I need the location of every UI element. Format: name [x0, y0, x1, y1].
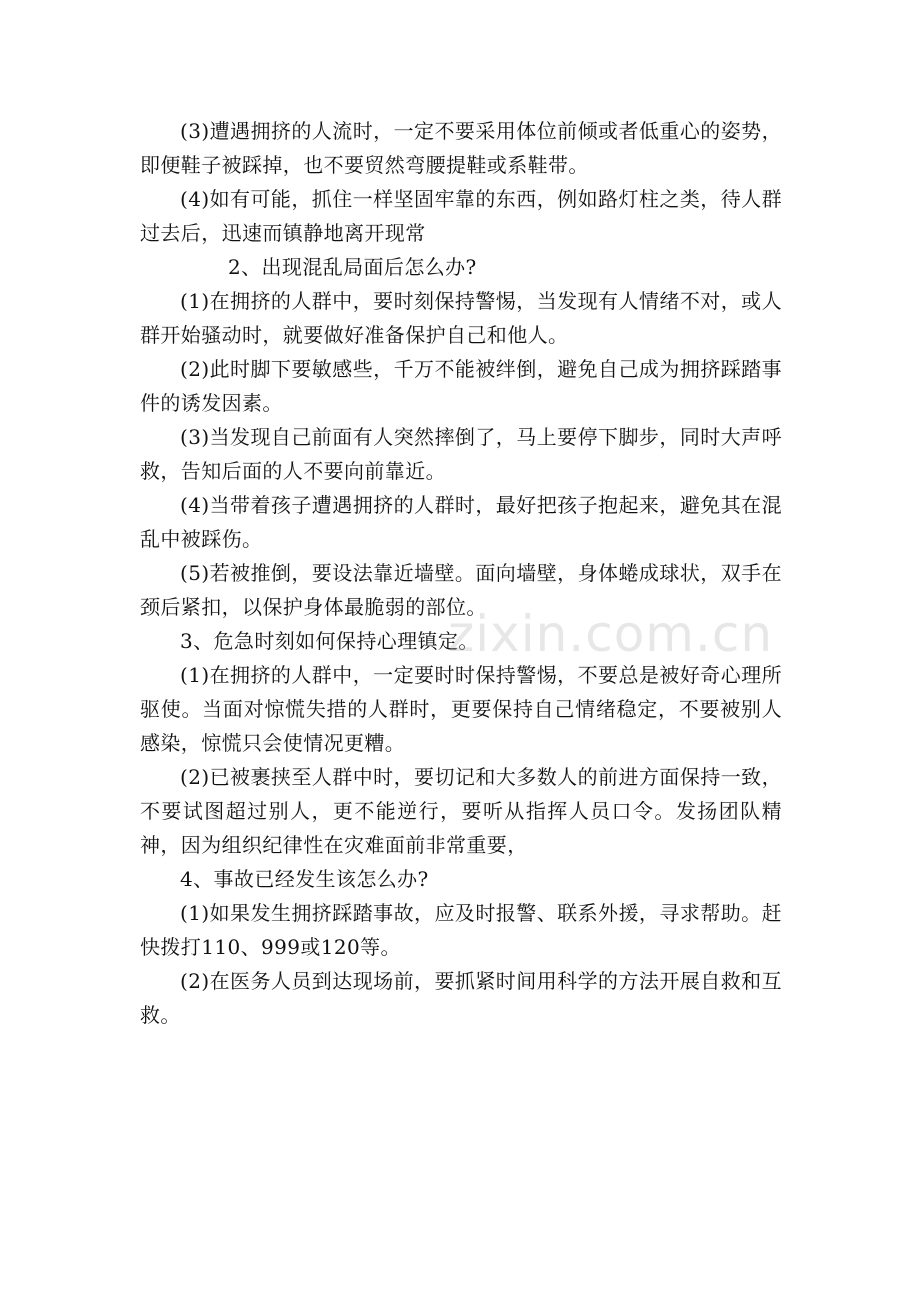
paragraph-self-rescue: (2)在医务人员到达现场前，要抓紧时间用科学的方法开展自救和互救。 [140, 969, 782, 1027]
paragraph-avoid-curiosity: (1)在拥挤的人群中，一定要时时保持警惕，不要总是被好奇心理所驱使。当面对惊慌失措的人群时，更要保持自己情绪稳定，不要被别人感染，惊慌只会使情况更糟。 [140, 663, 782, 755]
section-heading-stay-calm: 3、危急时刻如何保持心理镇定。 [180, 629, 479, 653]
paragraph-hold-object: (4)如有可能，抓住一样坚固牢靠的东西，例如路灯柱之类，待人群过去后，迅速而镇静地离开现常 [140, 187, 782, 245]
site-watermark: zixin.com.cn [448, 605, 774, 663]
paragraph-follow-crowd: (2)已被裹挟至人群中时，要切记和大多数人的前进方面保持一致，不要试图超过别人，更不能逆行，要听从指挥人员口令。发扬团队精神，因为组织纪律性在灾难面前非常重要， [140, 765, 782, 857]
section-heading-accident: 4、事故已经发生该怎么办? [180, 867, 429, 891]
paragraph-if-pushed: (5)若被推倒，要设法靠近墙壁。面向墙壁，身体蜷成球状，双手在颈后紧扣，以保护身体最脆弱的部位。 [140, 561, 782, 619]
paragraph-stay-alert: (1)在拥挤的人群中，要时刻保持警惕，当发现有人情绪不对，或人群开始骚动时，就要做好准备保护自己和他人。 [140, 289, 782, 347]
paragraph-with-child: (4)当带着孩子遭遇拥挤的人群时，最好把孩子抱起来，避免其在混乱中被踩伤。 [140, 493, 782, 551]
paragraph-crowd-posture: (3)遭遇拥挤的人流时，一定不要采用体位前倾或者低重心的姿势，即便鞋子被踩掉，也不要贸然弯腰提鞋或系鞋带。 [140, 119, 782, 177]
paragraph-watch-step: (2)此时脚下要敏感些，千万不能被绊倒，避免自己成为拥挤踩踏事件的诱发因素。 [140, 357, 782, 415]
paragraph-call-help: (1)如果发生拥挤踩踏事故，应及时报警、联系外援，寻求帮助。赶快拨打110、999或120等。 [140, 901, 782, 959]
document-body [140, 114, 782, 1032]
paragraph-someone-falls: (3)当发现自己前面有人突然摔倒了，马上要停下脚步，同时大声呼救，告知后面的人不要向前靠近。 [140, 425, 782, 483]
section-heading-chaos: 2、出现混乱局面后怎么办? [228, 255, 477, 279]
